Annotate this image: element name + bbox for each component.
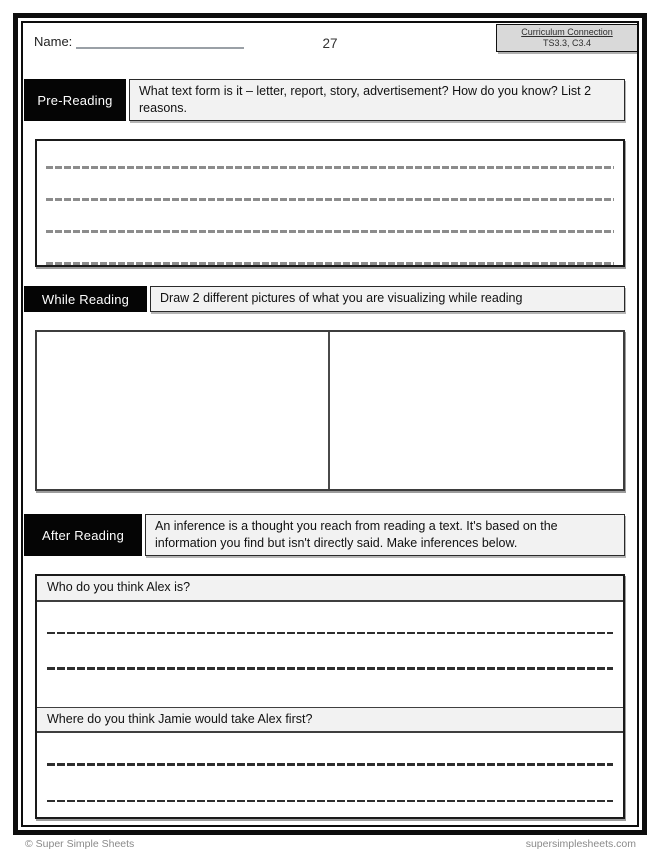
drawing-boxes: [35, 330, 625, 491]
while-reading-row: [24, 286, 625, 312]
after-reading-label: After Reading: [24, 514, 142, 556]
writing-line[interactable]: [47, 632, 613, 635]
pre-reading-row: [24, 79, 625, 121]
pre-reading-label: Pre-Reading: [24, 79, 126, 121]
curriculum-connection-box: [496, 24, 638, 52]
footer: [13, 838, 648, 850]
worksheet-inner-border: [21, 21, 639, 827]
header-row: [23, 23, 637, 79]
pre-reading-answer-box[interactable]: [35, 139, 625, 267]
question-1-answer-area[interactable]: [37, 632, 623, 707]
writing-line[interactable]: [46, 230, 614, 233]
inference-questions-table: [35, 574, 625, 819]
question-1-header: Who do you think Alex is?: [37, 576, 623, 602]
while-reading-instruction: Draw 2 different pictures of what you are visualizing while reading: [150, 286, 625, 312]
curriculum-title: Curriculum Connection: [521, 27, 613, 37]
footer-website: supersimplesheets.com: [525, 838, 636, 850]
while-reading-label: While Reading: [24, 286, 147, 312]
writing-line[interactable]: [46, 198, 614, 201]
writing-line[interactable]: [47, 800, 613, 803]
page-number: 27: [322, 36, 338, 51]
writing-line[interactable]: [46, 262, 614, 265]
after-reading-row: [24, 514, 625, 556]
question-2-header: Where do you think Jamie would take Alex first?: [37, 707, 623, 734]
drawing-box-left[interactable]: [37, 332, 330, 489]
writing-line[interactable]: [47, 763, 613, 766]
name-label: Name:: [34, 34, 73, 49]
worksheet-page: [13, 13, 647, 835]
curriculum-codes: TS3.3, C3.4: [542, 38, 592, 48]
writing-line[interactable]: [46, 166, 614, 169]
drawing-box-right[interactable]: [330, 332, 623, 489]
question-2-answer-area[interactable]: [37, 763, 623, 819]
after-reading-instruction: An inference is a thought you reach from reading a text. It's based on the information you find but isn't directly said. Make inferences below.: [145, 514, 625, 556]
footer-copyright: © Super Simple Sheets: [25, 838, 135, 850]
writing-line[interactable]: [47, 667, 613, 670]
pre-reading-instruction: What text form is it – letter, report, story, advertisement? How do you know? List 2 reasons.: [129, 79, 625, 121]
